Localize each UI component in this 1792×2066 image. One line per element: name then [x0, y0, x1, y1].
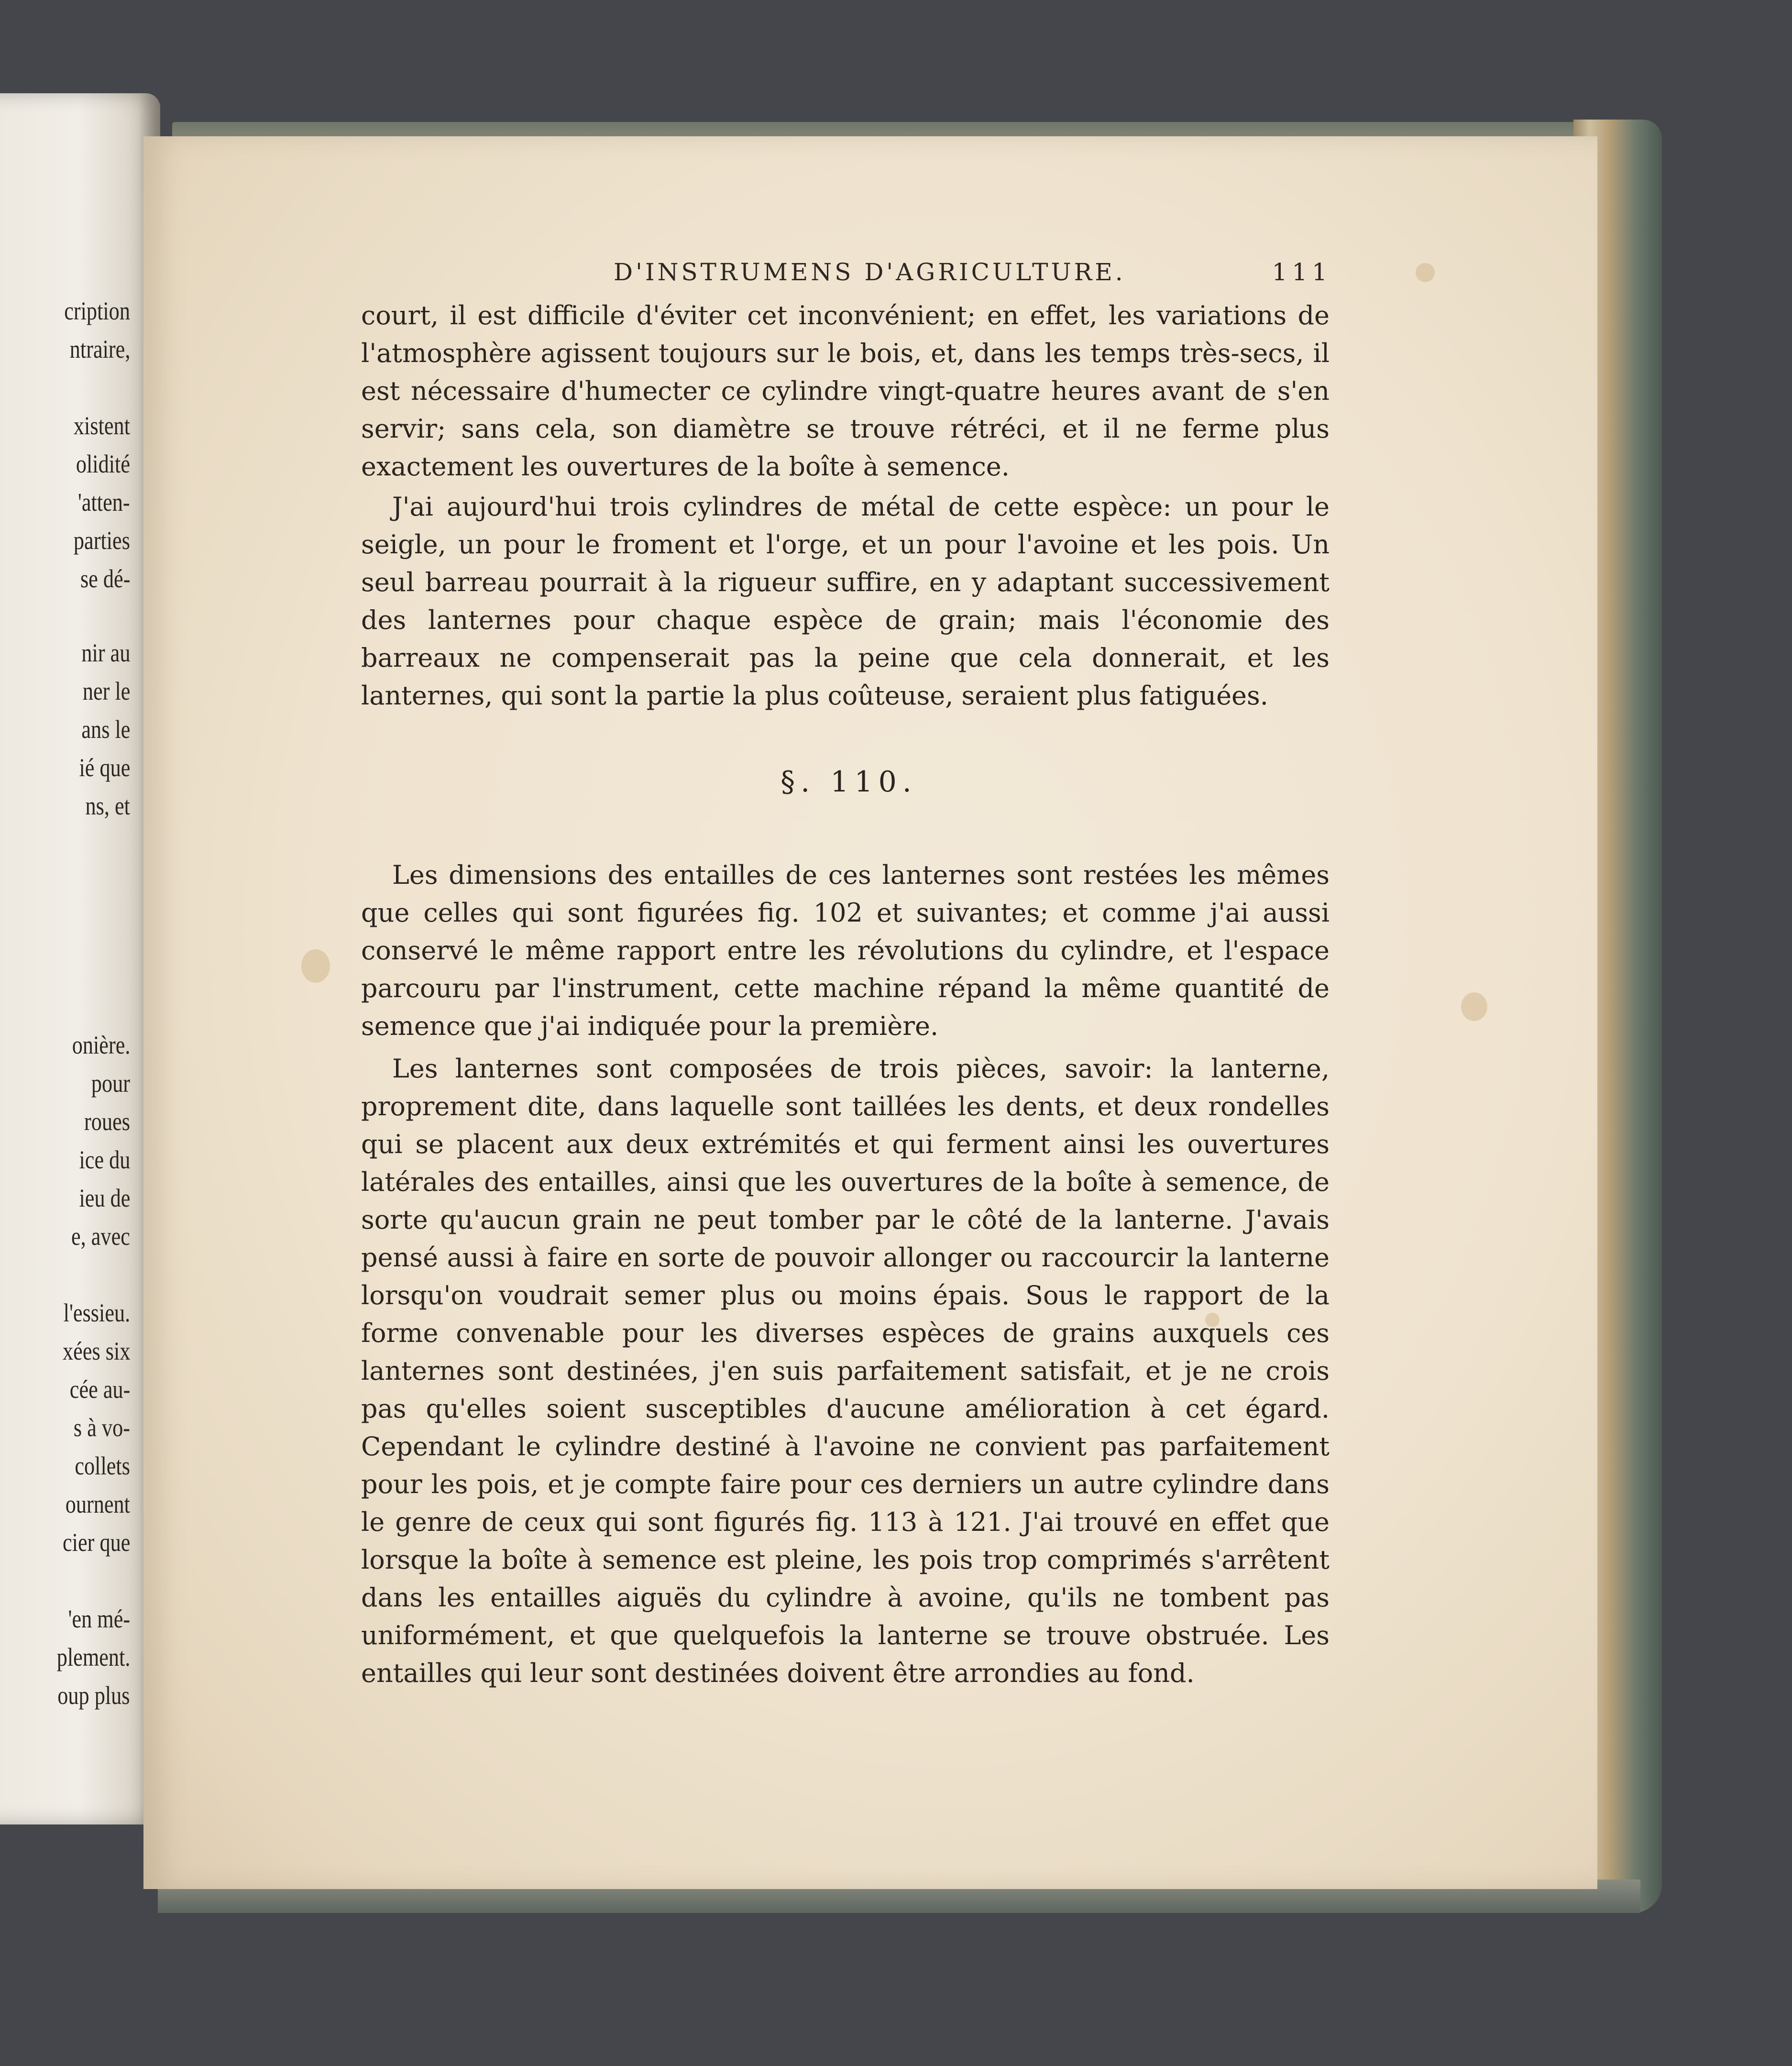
foxing-spot	[1461, 992, 1487, 1021]
running-head-title: D'INSTRUMENS D'AGRICULTURE.	[614, 258, 1126, 286]
paragraph-dimensions: Les dimensions des entailles de ces lanternes sont restées les mêmes que celles qui sont figurées fig. 102 et suivantes; et comme j'ai aussi conservé le même rapport entre les révolutions du cylindre, et l'espace parcouru par l'instrument, cette machine répand la même quantité de semence que j'ai indiquée pour la première.	[361, 860, 1330, 1041]
left-line: cription	[64, 297, 130, 325]
left-line: e, avec	[71, 1222, 130, 1251]
left-line: plement.	[56, 1643, 130, 1671]
left-line: onière.	[72, 1031, 130, 1059]
left-line: cée au-	[69, 1375, 130, 1404]
left-line: oup plus	[57, 1681, 130, 1710]
left-line: 'en mé-	[68, 1604, 130, 1633]
paragraph-continuation: court, il est difficile d'éviter cet inconvénient; en effet, les variations de l'atmosphère agissent toujours sur le bois, et, dans les temps très-secs, il est nécessaire d'humecter ce cylindre vingt-quatre heures avant de s'en servir; sans cela, son diamètre se trouve rétréci, et il ne ferme plus exactement les ouvertures de la boîte à semence.	[361, 300, 1330, 482]
left-line: ner le	[82, 677, 130, 705]
left-line: l'essieu.	[63, 1298, 130, 1327]
left-facing-page	[0, 93, 160, 1824]
left-line: ntraire,	[69, 335, 130, 363]
left-line: olidité	[76, 450, 130, 478]
left-line: ans le	[81, 715, 130, 744]
left-line: parties	[73, 526, 130, 555]
left-line: pour	[91, 1069, 130, 1098]
left-line: nir au	[81, 638, 130, 667]
running-head	[361, 258, 1337, 297]
page-number: 111	[1272, 258, 1332, 286]
left-line: xées six	[62, 1337, 130, 1365]
foxing-spot	[1416, 263, 1435, 282]
left-line: ieu de	[79, 1184, 130, 1212]
left-line: roues	[84, 1107, 130, 1136]
left-line: ns, et	[85, 791, 130, 820]
left-line: s à vo-	[73, 1413, 130, 1442]
foxing-spot	[301, 949, 330, 983]
page-text-block	[361, 258, 1337, 1693]
left-line: xistent	[73, 411, 130, 440]
left-line: ournent	[65, 1490, 130, 1518]
paragraph-lanterns: Les lanternes sont composées de trois pièces, savoir: la lanterne, proprement dite, dans laquelle sont taillées les dents, et deux rondelles qui se placent aux deux extrémités et qui ferment ainsi les ouvertures latérales des entailles, ainsi que les ouvertures de la boîte à semence, de sorte qu'aucun grain ne peut tomber par le côté de la lanterne. J'avais pensé aussi à faire en sorte de pouvoir allonger ou raccourcir la lanterne lorsqu'on voudrait semer plus ou moins épais. Sous le rapport de la forme convenable pour les diverses espèces de grains auxquels ces lanternes sont destinées, j'en suis parfaitement satisfait, et je ne crois pas qu'elles soient susceptibles d'aucune amélioration à cet égard. Cependant le cylindre destiné à l'avoine ne convient pas parfaitement pour les pois, et je compte faire pour ces derniers un autre cylindre dans le genre de ceux qui sont figurés fig. 113 à 121. J'ai trouvé en effet que lorsque la boîte à semence est pleine, les pois trop comprimés s'arrêtent dans les entailles aiguës du cylindre à avoine, qu'ils ne tombent pas uniformément, et que quelquefois la lanterne se trouve obstruée. Les entailles qui leur sont destinées doivent être arrondies au fond.	[361, 1054, 1330, 1688]
section-heading: §. 110.	[781, 765, 917, 799]
left-line: se dé-	[80, 564, 130, 593]
left-line: cier que	[62, 1528, 130, 1557]
left-line: ice du	[79, 1145, 130, 1174]
left-page-text	[0, 93, 158, 1824]
left-line: ié que	[79, 753, 130, 782]
paragraph-cylinders: J'ai aujourd'hui trois cylindres de métal de cette espèce: un pour le seigle, un pour le froment et l'orge, et un pour l'avoine et les pois. Un seul barreau pourrait à la rigueur suffire, en y adaptant successivement des lanternes pour chaque espèce de grain; mais l'économie des barreaux ne compenserait pas la peine que cela donnerait, et les lanternes, qui sont la partie la plus coûteuse, seraient plus fatiguées.	[361, 492, 1330, 711]
left-line: 'atten-	[78, 488, 130, 516]
left-line: collets	[75, 1451, 130, 1480]
